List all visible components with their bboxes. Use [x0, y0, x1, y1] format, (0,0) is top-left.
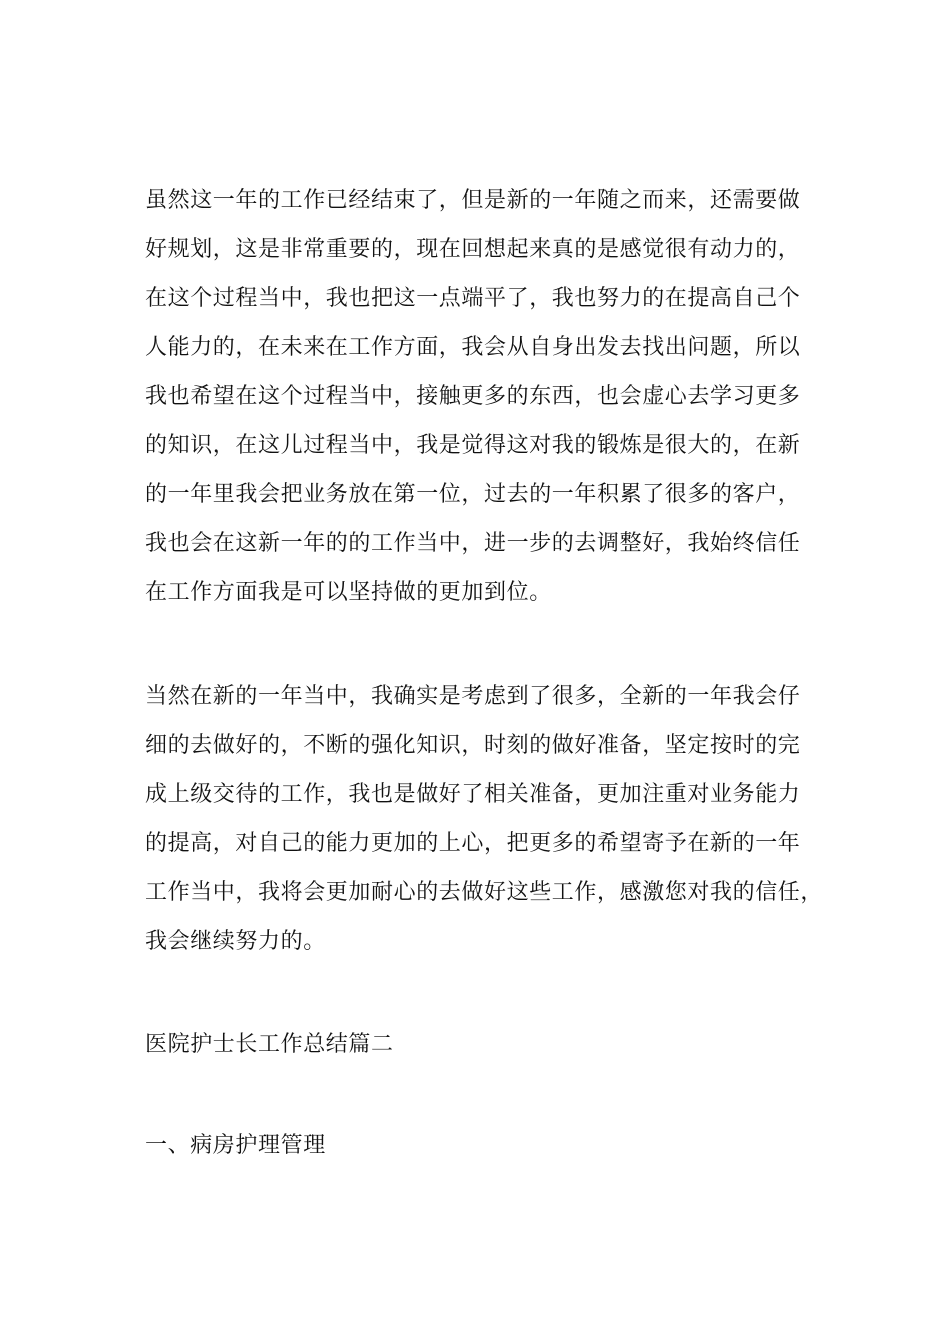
- text-line: 人能力的，在未来在工作方面，我会从自身出发去找出问题，所以: [145, 335, 801, 360]
- text-line: 成上级交待的工作，我也是做好了相关准备，更加注重对业务能力: [145, 782, 801, 807]
- text-line: 的一年里我会把业务放在第一位，过去的一年积累了很多的客户，: [145, 482, 801, 507]
- text-line: 的提高，对自己的能力更加的上心，把更多的希望寄予在新的一年: [145, 831, 801, 856]
- text-line: 我也会在这新一年的的工作当中，进一步的去调整好，我始终信任: [145, 531, 801, 556]
- text-line: 虽然这一年的工作已经结束了，但是新的一年随之而来，还需要做: [145, 188, 801, 213]
- text-line: 在工作方面我是可以坚持做的更加到位。: [145, 580, 552, 605]
- section-title: [145, 1020, 835, 1069]
- text-line: 细的去做好的，不断的强化知识，时刻的做好准备，坚定按时的完: [145, 733, 801, 758]
- section-title-text: 医院护士长工作总结篇二: [145, 1032, 394, 1057]
- text-line: 在这个过程当中，我也把这一点端平了，我也努力的在提高自己个: [145, 286, 801, 311]
- subsection-heading-text: 一、病房护理管理: [145, 1133, 326, 1158]
- subsection-heading: [145, 1121, 835, 1170]
- text-line: 我也希望在这个过程当中，接触更多的东西，也会虚心去学习更多: [145, 384, 801, 409]
- body-paragraph-1: [145, 176, 835, 617]
- text-line: 的知识，在这儿过程当中，我是觉得这对我的锻炼是很大的，在新: [145, 433, 801, 458]
- text-line: 工作当中，我将会更加耐心的去做好这些工作，感激您对我的信任，: [145, 880, 824, 905]
- text-line: 好规划，这是非常重要的，现在回想起来真的是感觉很有动力的，: [145, 237, 801, 262]
- body-paragraph-2: [145, 672, 835, 966]
- text-line: 当然在新的一年当中，我确实是考虑到了很多，全新的一年我会仔: [145, 684, 801, 709]
- text-line: 我会继续努力的。: [145, 929, 326, 954]
